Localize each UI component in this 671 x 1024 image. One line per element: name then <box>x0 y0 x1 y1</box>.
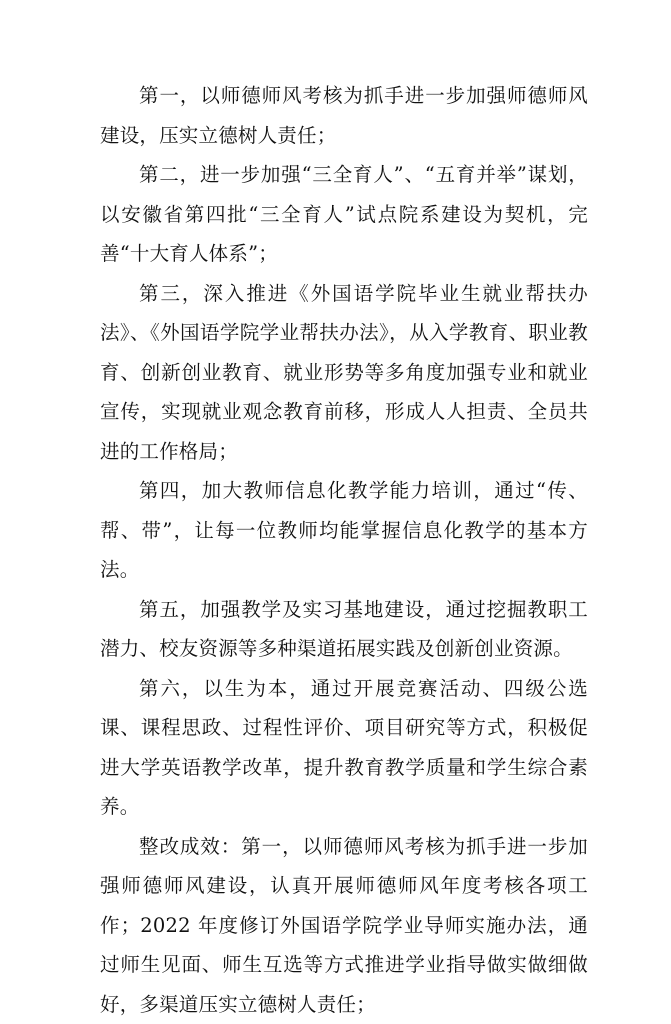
document-body <box>100 76 588 1024</box>
paragraph-6: 第六，以生为本，通过开展竞赛活动、四级公选课、课程思政、过程性评价、项目研究等方式，积极促进大学英语教学改革，提升教育教学质量和学生综合素养。 <box>100 669 588 827</box>
paragraph-7: 整改成效：第一，以师德师风考核为抓手进一步加强师德师风建设，认真开展师德师风年度考核各项工作；2022 年度修订外国语学院学业导师实施办法，通过师生见面、师生互选等方式推进学业指导做实做细做好，多渠道压实立德树人责任； <box>100 827 588 1024</box>
paragraph-4: 第四，加大教师信息化教学能力培训，通过“传、帮、带”，让每一位教师均能掌握信息化教学的基本方法。 <box>100 471 588 590</box>
paragraph-3: 第三，深入推进《外国语学院毕业生就业帮扶办法》、《外国语学院学业帮扶办法》，从入学教育、职业教育、创新创业教育、就业形势等多角度加强专业和就业宣传，实现就业观念教育前移，形成人人担责、全员共进的工作格局； <box>100 274 588 472</box>
paragraph-1: 第一，以师德师风考核为抓手进一步加强师德师风建设，压实立德树人责任； <box>100 76 588 155</box>
paragraph-2: 第二，进一步加强“三全育人”、“五育并举”谋划，以安徽省第四批“三全育人”试点院系建设为契机，完善“十大育人体系”； <box>100 155 588 274</box>
paragraph-5: 第五，加强教学及实习基地建设，通过挖掘教职工潜力、校友资源等多种渠道拓展实践及创新创业资源。 <box>100 590 588 669</box>
